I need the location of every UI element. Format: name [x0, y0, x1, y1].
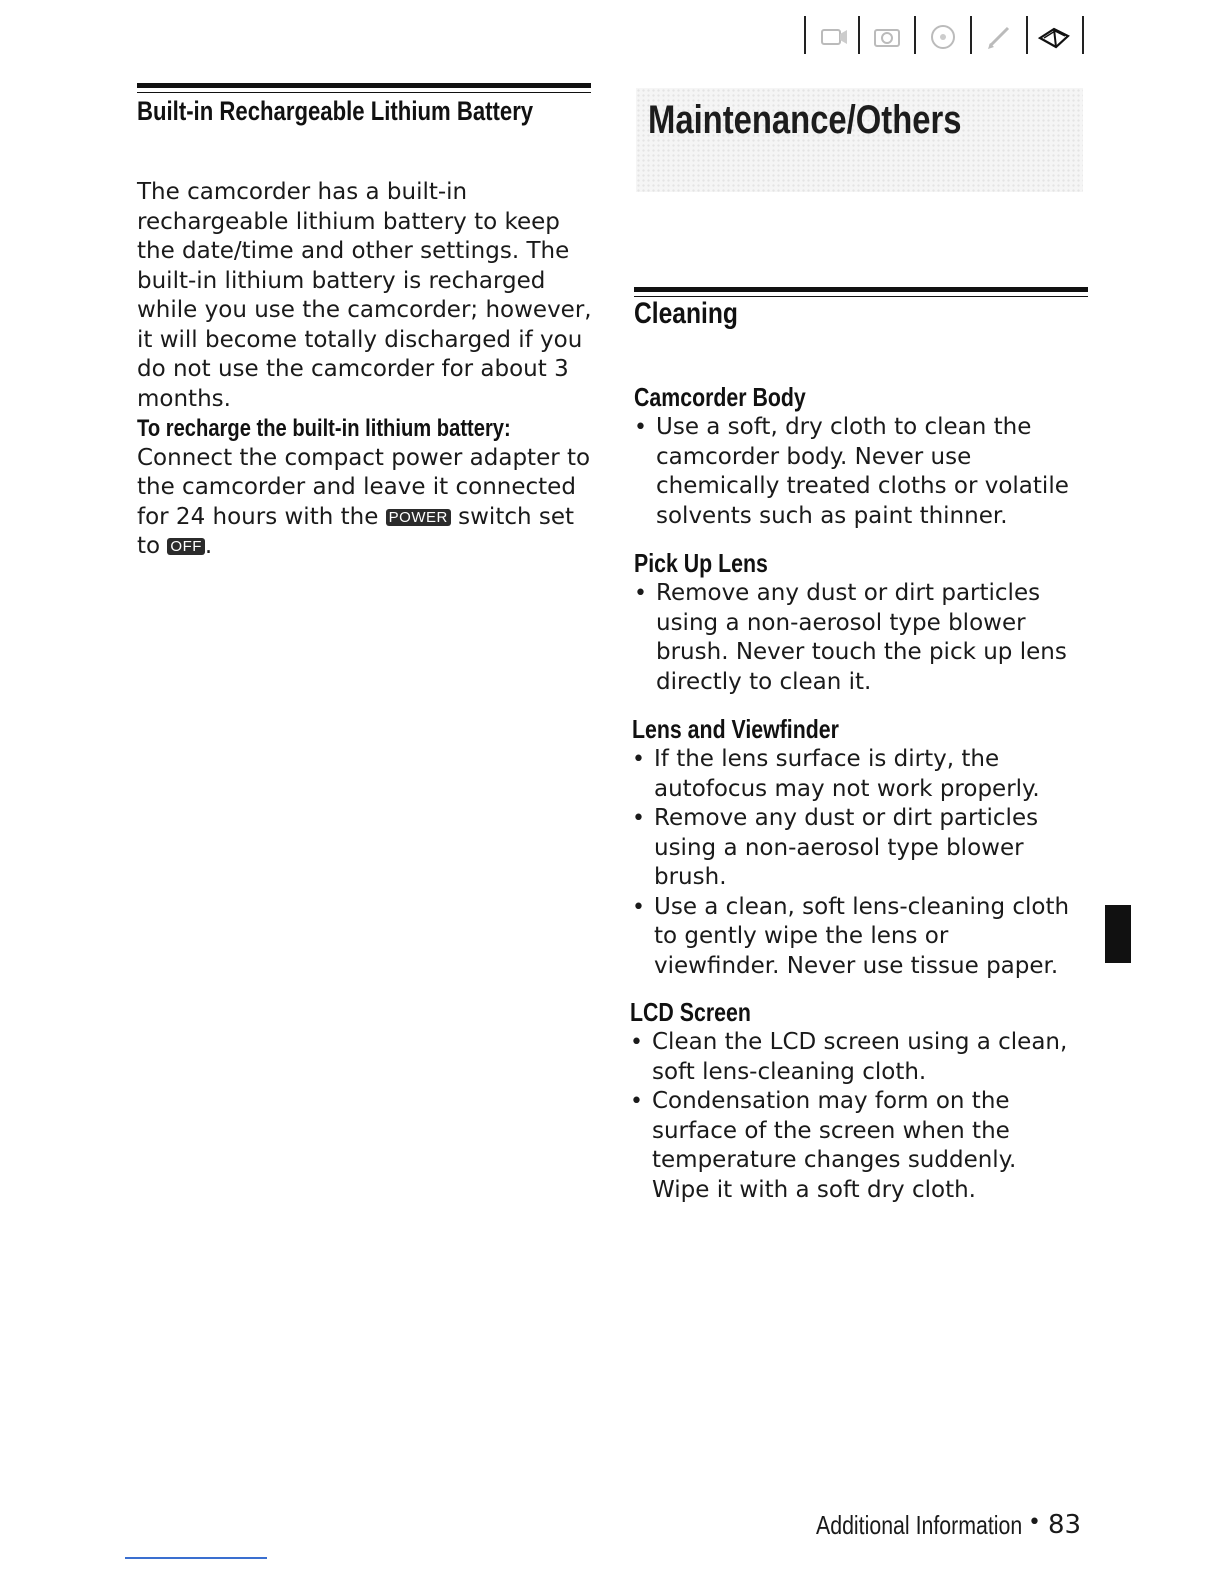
heading-rule-thin: [137, 92, 591, 93]
list-item: • Condensation may form on the surface of the screen when the temperature changes suddenly. Wipe it with a soft dry cloth.: [630, 1087, 1078, 1205]
tab-separator: [858, 16, 860, 54]
section-title: Camcorder Body: [634, 382, 806, 412]
page-footer: [816, 1510, 1082, 1541]
footer-bullet: •: [1028, 1510, 1041, 1535]
recharge-instruction: [137, 444, 593, 562]
bullet-list: [634, 579, 1074, 697]
book-icon: [1036, 16, 1074, 54]
section-title: LCD Screen: [630, 997, 751, 1027]
off-badge: OFF: [167, 538, 205, 555]
cleaning-section-pick-up-lens: [634, 548, 1074, 697]
cleaning-section-lens-viewfinder: [632, 714, 1072, 981]
bullet-list: [634, 413, 1074, 531]
tab-separator: [1026, 16, 1028, 54]
instruction-text-mid: switch set to: [137, 503, 575, 559]
section-rule: [634, 287, 1088, 292]
instruction-end: .: [204, 533, 213, 559]
tab-separator: [1082, 16, 1084, 54]
cleaning-section-lcd-screen: [630, 997, 1078, 1205]
disc-icon: [924, 16, 962, 54]
list-item: • Remove any dust or dirt particles using a non-aerosol type blower brush.: [632, 804, 1072, 893]
list-item: • Use a soft, dry cloth to clean the camcorder body. Never use chemically treated cloths or volatile solvents such as paint thinner.: [634, 413, 1074, 531]
footer-section-label: Additional Information: [816, 1510, 1023, 1540]
section-title: Pick Up Lens: [634, 548, 768, 578]
pen-icon: [980, 16, 1018, 54]
bullet-list: [630, 1028, 1078, 1205]
chapter-tabs: [800, 0, 1090, 54]
battery-section: [137, 178, 593, 562]
list-item: • Use a clean, soft lens-cleaning cloth to gently wipe the lens or viewfinder. Never use tissue paper.: [632, 893, 1072, 982]
chapter-title: Maintenance/Others: [648, 98, 962, 142]
power-switch-badge: POWER: [386, 509, 451, 526]
heading-rule: [137, 83, 591, 88]
page-number: 83: [1048, 1510, 1082, 1540]
bullet-list: [632, 745, 1072, 981]
list-item: • Remove any dust or dirt particles using a non-aerosol type blower brush. Never touch the pick up lens directly to clean it.: [634, 579, 1074, 697]
chapter-marker: [1105, 905, 1131, 963]
cleaning-heading: Cleaning: [634, 297, 738, 330]
list-item: • If the lens surface is dirty, the autofocus may not work properly.: [632, 745, 1072, 804]
camera-photo-icon: [868, 16, 906, 54]
tab-separator: [804, 16, 806, 54]
list-item: • Clean the LCD screen using a clean, soft lens-cleaning cloth.: [630, 1028, 1078, 1087]
instruction-text: Connect the compact power adapter to the camcorder and leave it connected for 24 hours with the: [137, 444, 591, 530]
tab-separator: [914, 16, 916, 54]
bottom-rule: [125, 1557, 267, 1559]
battery-heading: Built-in Rechargeable Lithium Battery: [137, 96, 534, 126]
tab-separator: [970, 16, 972, 54]
battery-paragraph: The camcorder has a built-in rechargeable lithium battery to keep the date/time and other settings. The built-in lithium battery is recharged while you use the camcorder; however, it will become totally discharged if you do not use the camcorder for about 3 months.: [137, 179, 592, 412]
chapter-banner: [636, 88, 1083, 192]
camera-movie-icon: [814, 16, 852, 54]
section-title: Lens and Viewfinder: [632, 714, 839, 744]
recharge-subheading: To recharge the built-in lithium battery:: [137, 415, 511, 442]
cleaning-section-camcorder-body: [634, 382, 1074, 531]
